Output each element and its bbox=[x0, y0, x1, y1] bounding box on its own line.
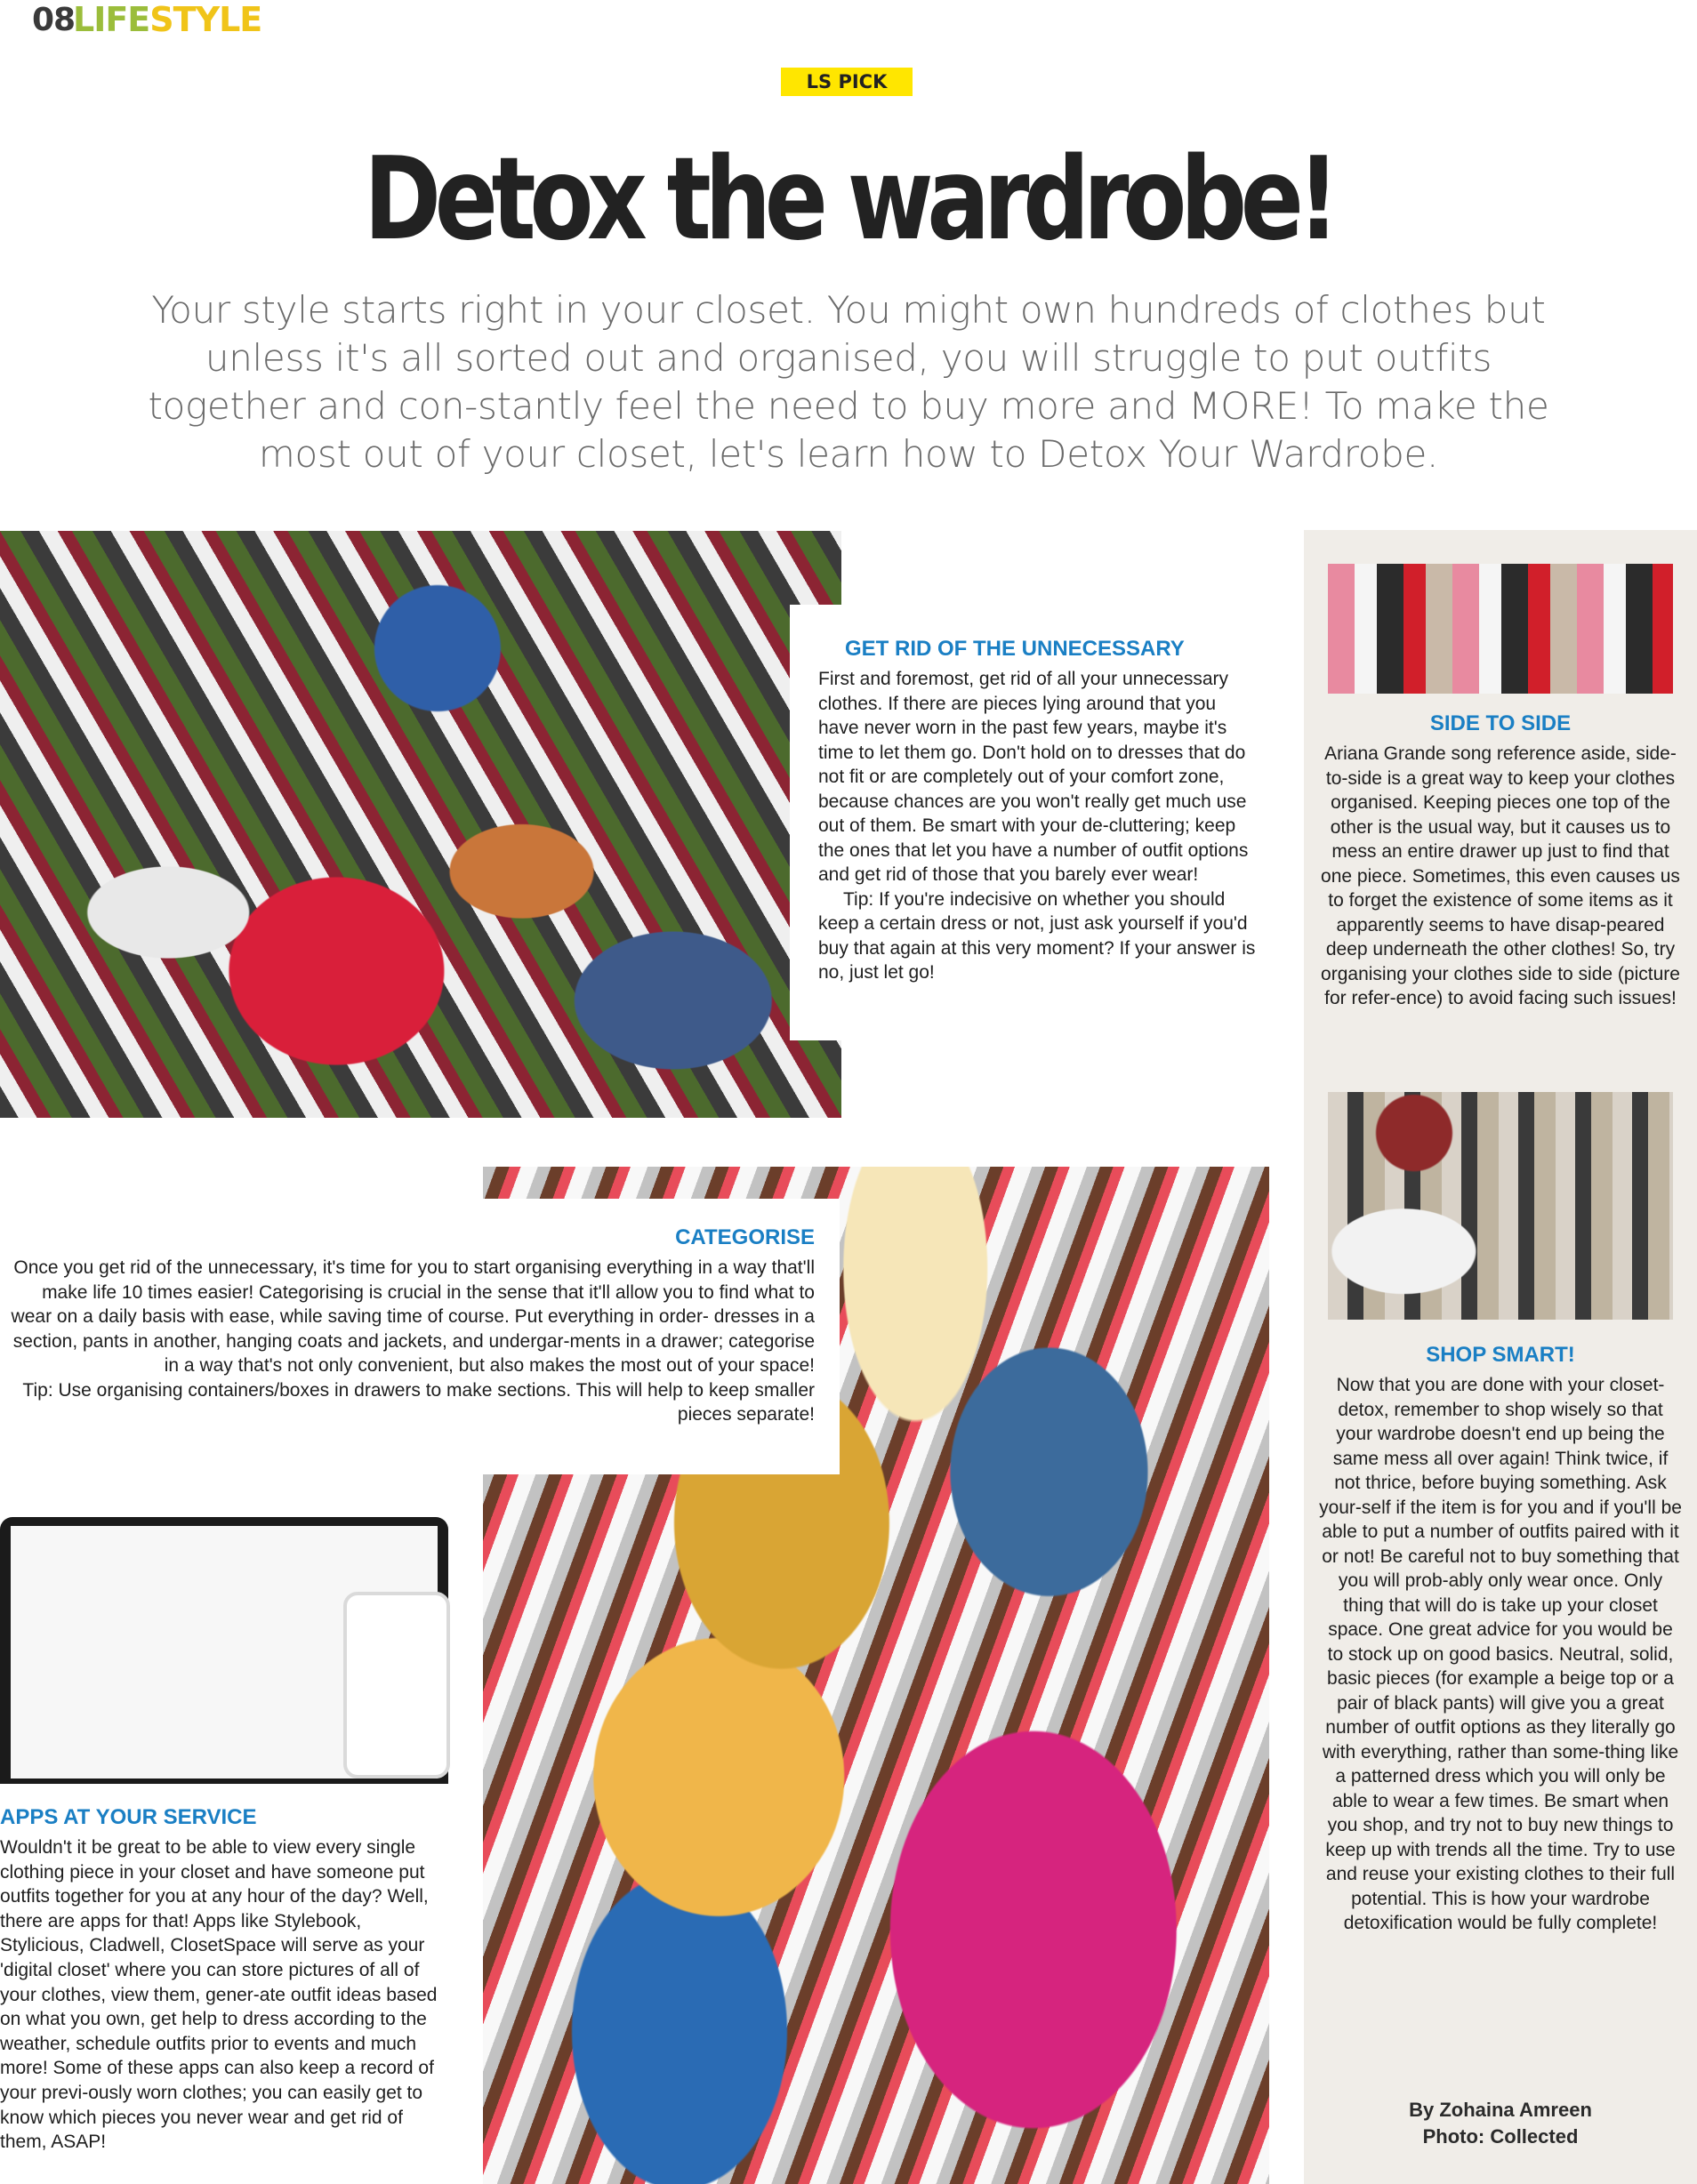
photo-credit: Photo: Collected bbox=[1422, 2125, 1579, 2148]
categorise-section bbox=[0, 1199, 840, 1474]
ls-pick-badge: LS PICK bbox=[781, 68, 913, 96]
get-rid-tip: Tip: If you're indecisive on whether you should keep a certain dress or not, just ask yourself if you'd buy that again at this very moment? If your answer is no, just let go! bbox=[818, 888, 1256, 983]
get-rid-body: First and foremost, get rid of all your unnecessary clothes. If there are pieces lying around that you have never worn in the past few years, maybe it's time to let them go. Don't hold on to dresses that do not fit or are completely out of your comfort zone, because chances are you won't really get much use out of them. Be smart with your de-cluttering; keep the ones that let you have a number of outfit options and get rid of those that you barely ever wear! bbox=[818, 669, 1249, 885]
categorise-body: Once you get rid of the unnecessary, it's time for you to start organising everything in a way that'll make life 10 times easier! Categorising is crucial in the sense that it'll allow you to find what to wear on a daily basis with ease, while saving time of course. Put everything in order- dresses in a section, pants in another, hanging coats and jackets, and undergar-ments in a drawer; categorise in a way that's not only convenient, but also makes the most out of your space! bbox=[11, 1257, 815, 1376]
apps-section bbox=[0, 1805, 450, 2155]
side-to-side-section bbox=[1318, 711, 1683, 1011]
get-rid-section bbox=[790, 605, 1275, 1040]
section-title-life: LIFE bbox=[73, 0, 150, 39]
intro-paragraph: Your style starts right in your closet. You might own hundreds of clothes but unless it's all sorted out and organised, you will struggle to put outfits together and con-stantly feel the need to buy more and MORE! To make the most out of your closet, let's learn how to Detox Your Wardrobe. bbox=[148, 288, 1549, 476]
categorise-heading: CATEGORISE bbox=[675, 1225, 815, 1249]
side-to-side-body: Ariana Grande song reference aside, side-to-side is a great way to keep your clothes organised. Keeping pieces one top of the other is the usual way, but it causes us to mess an entire drawer up just to find that one piece. Sometimes, this even causes us to forget the existence of some items as it apparently seems to have disap-peared deep underneath the other clothes! So, try organising your clothes side to side (picture for refer-ence) to avoid facing such issues! bbox=[1321, 743, 1680, 1008]
shop-smart-heading: SHOP SMART! bbox=[1426, 1343, 1575, 1367]
side-to-side-drawer-photo bbox=[1328, 564, 1673, 694]
page-number: 08 bbox=[32, 2, 76, 38]
section-title-style: STYLE bbox=[149, 0, 262, 39]
shop-smart-section bbox=[1318, 1343, 1683, 1936]
author-credit: By Zohaina Amreen bbox=[1409, 2099, 1592, 2121]
app-phone-image bbox=[343, 1592, 450, 1779]
side-to-side-heading: SIDE TO SIDE bbox=[1429, 711, 1572, 735]
section-title bbox=[73, 0, 261, 39]
get-rid-heading: GET RID OF THE UNNECESSARY bbox=[845, 637, 1185, 661]
apps-heading: APPS AT YOUR SERVICE bbox=[0, 1805, 257, 1829]
clothes-pile-photo bbox=[0, 531, 841, 1118]
categorise-tip: Tip: Use organising containers/boxes in drawers to make sections. This will help to keep smaller pieces separate! bbox=[22, 1379, 815, 1425]
shop-smart-body: Now that you are done with your closet-detox, remember to shop wisely so that your wardrobe doesn't end up being the same mess all over again! Think twice, if not thrice, before buying something. Ask your-self if the item is for you and if you'll be able to put a number of outfits paired with it or not! Be careful not to buy something that you will prob-ably only wear once. Only thing that will do is take up your closet space. One great advice for you would be to stock up on good basics. Neutral, solid, basic pieces (for example a beige top or a pair of black pants) will give you a great number of outfit options as they literally go with everything, rather than some-thing like a patterned dress which you will only be able to wear a few times. Be smart when you shop, and try not to buy new things to keep up with trends all the time. Try to use and reuse your existing clothes to their full potential. This is how your wardrobe detoxification would be fully complete! bbox=[1319, 1375, 1682, 1933]
shopping-photo bbox=[1328, 1092, 1673, 1320]
credits bbox=[1318, 2097, 1683, 2150]
apps-body: Wouldn't it be great to be able to view every single clothing piece in your closet and have someone put outfits together for you at any hour of the day? Well, there are apps for that! Apps like Stylebook, Stylicious, Cladwell, ClosetSpace will serve as your 'digital closet' where you can store pictures of all of your clothes, view them, gener-ate outfit ideas based on what you own, get help to dress according to the weather, schedule outfits prior to events and much more! Some of these apps can also keep a record of your previ-ously worn clothes; you can easily get to know which pieces you never wear and get rid of them, ASAP! bbox=[0, 1837, 438, 2153]
headline: Detox the wardrobe! bbox=[364, 133, 1333, 266]
